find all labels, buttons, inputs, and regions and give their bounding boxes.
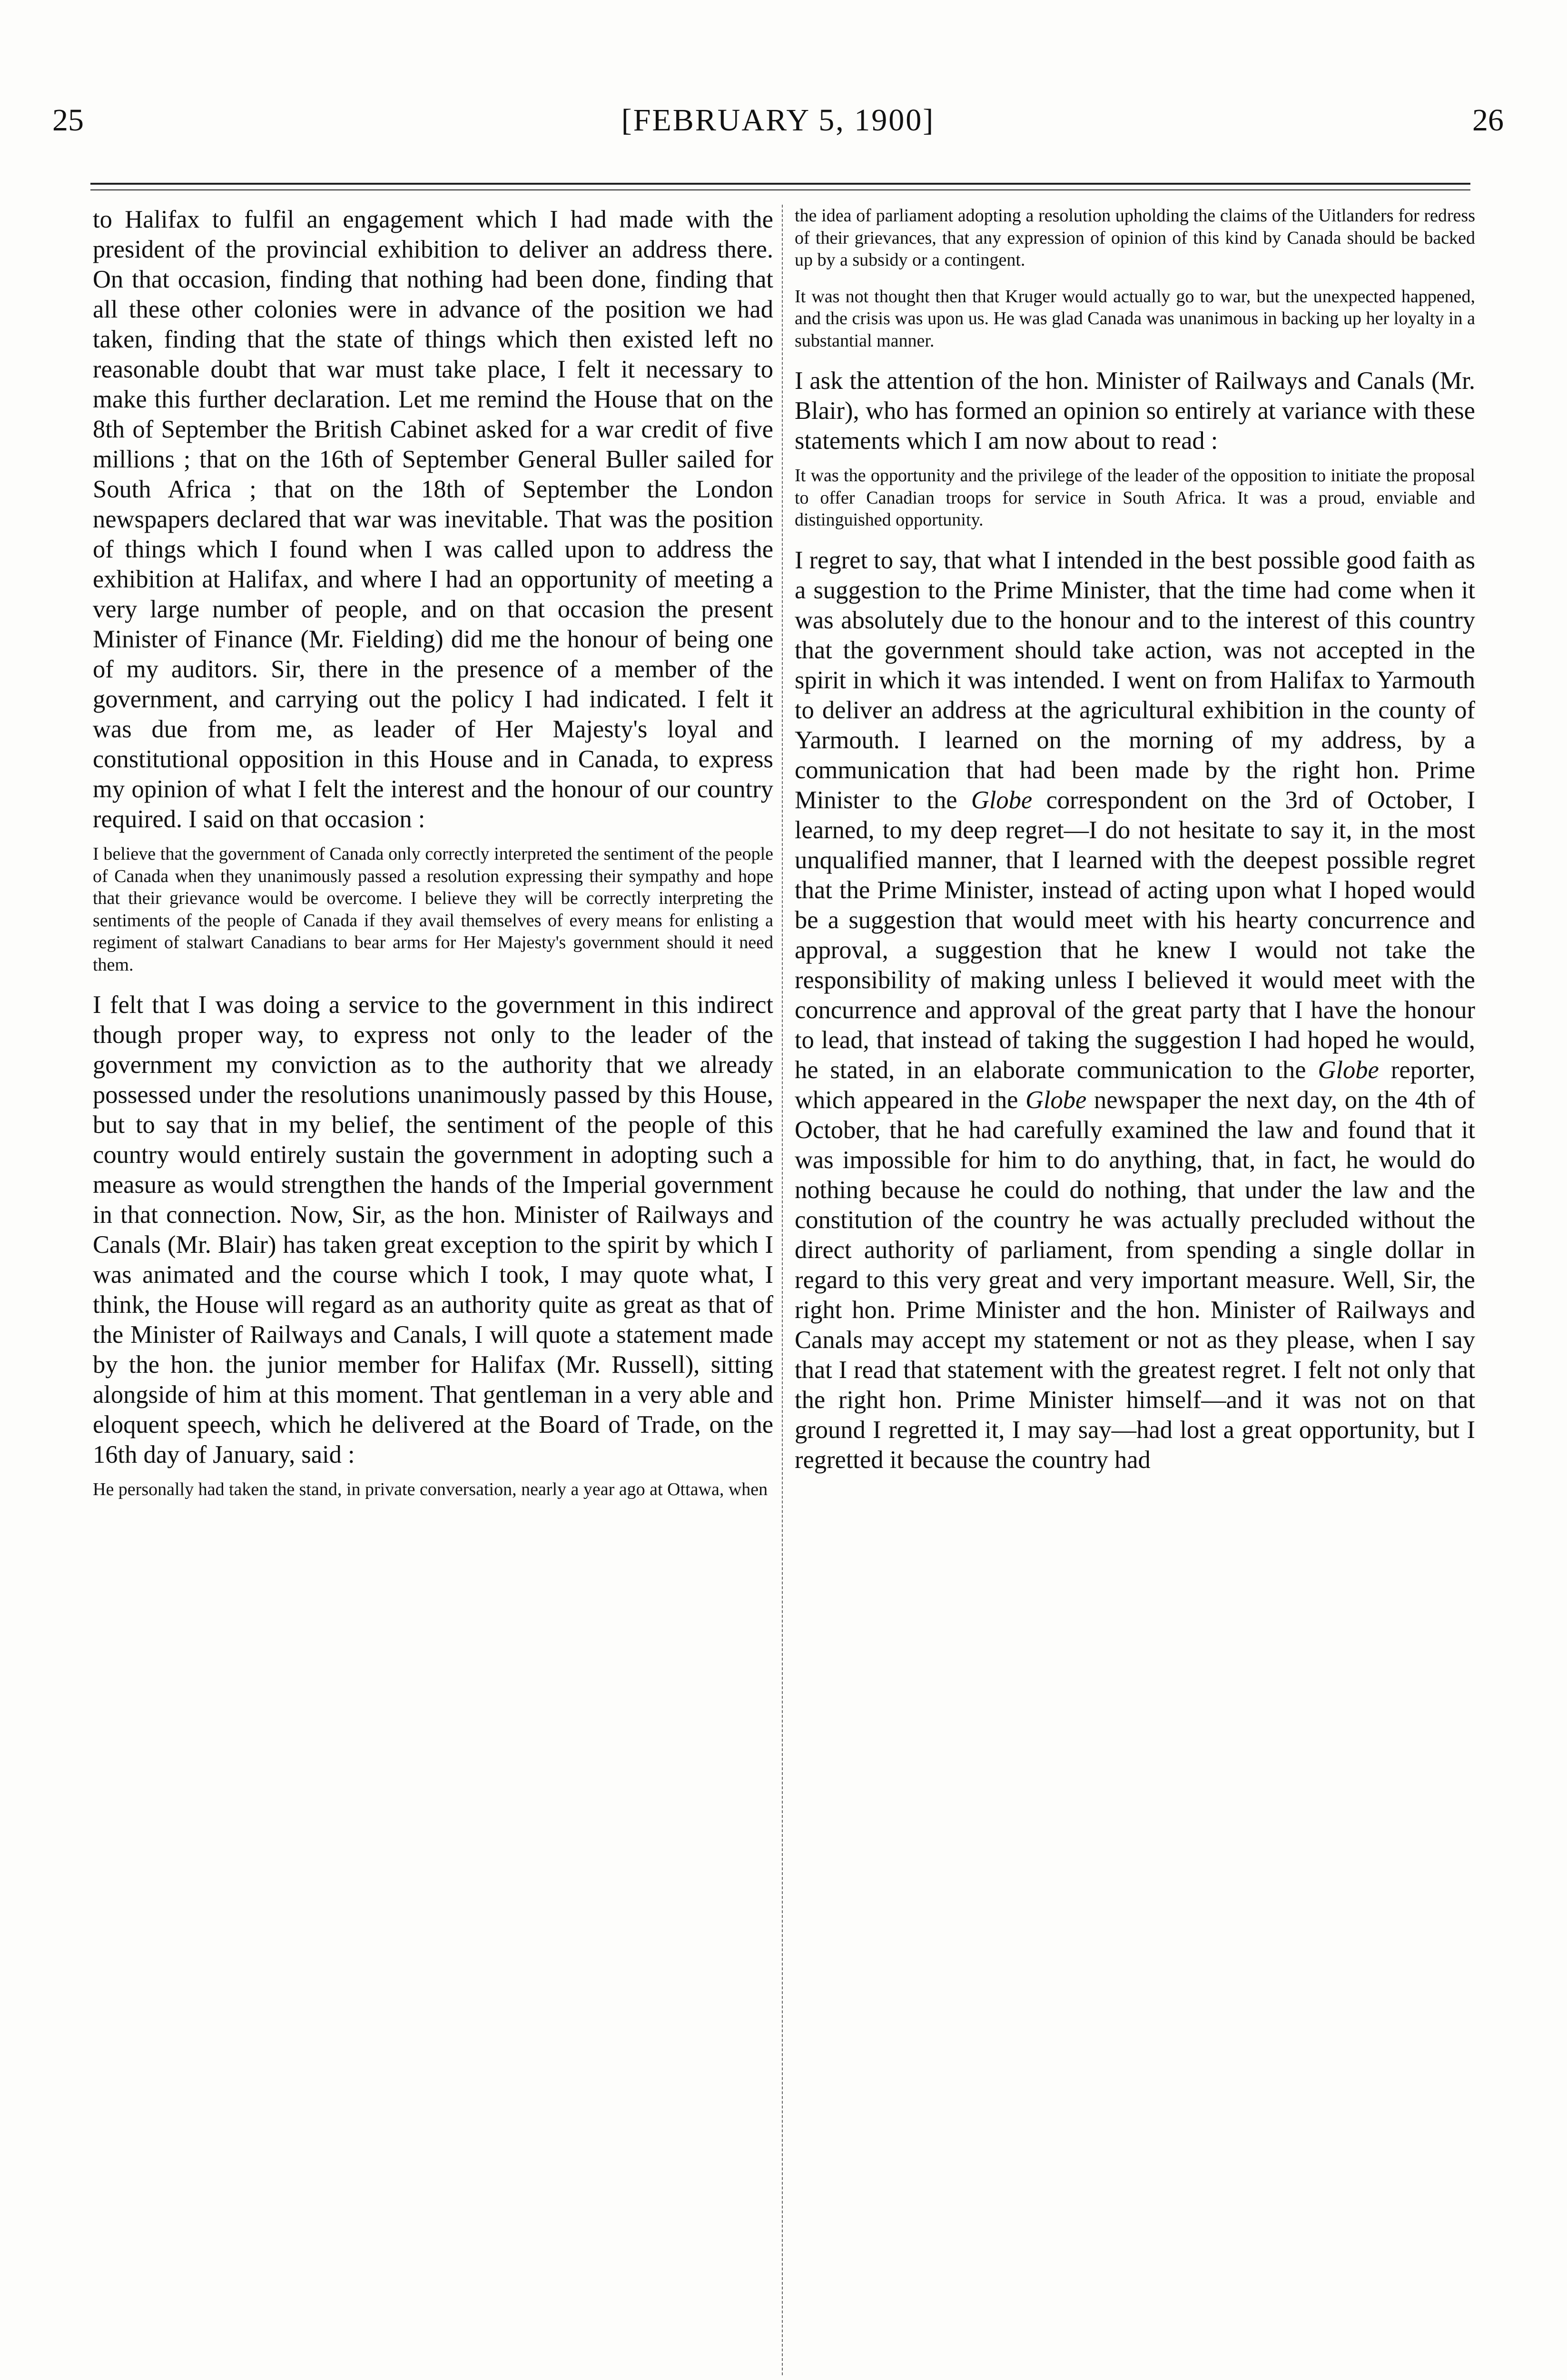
paragraph bbox=[795, 545, 1475, 1475]
quotation: It was not thought then that Kruger would actually go to war, but the unexpected happened, and the crisis was upon us. He was glad Canada was unanimous in backing up her loyalty in a substantial manner. bbox=[795, 286, 1475, 351]
text-run: I regret to say, that what I intended in the best possible good faith as a suggestion to the Prime Minister, that the time had come when it was absolutely due to the honour and to the interest of this country that the government should take action, was not accepted in the spirit in which it was intended. I went on from Halifax to Yarmouth to deliver an address at the agricultural exhibition in the county of Yarmouth. I learned on the morning of my address, by a communication that had been made by the right hon. Prime Minister to the bbox=[795, 546, 1475, 814]
quotation: He personally had taken the stand, in private conversation, nearly a year ago at Ottawa, when bbox=[93, 1479, 768, 1499]
page-number-right: 26 bbox=[1472, 103, 1504, 138]
column-divider bbox=[782, 205, 783, 2375]
left-column bbox=[93, 205, 773, 1515]
newspaper-title: Globe bbox=[1025, 1086, 1087, 1114]
text-run: reporter, which appeared in the bbox=[795, 1056, 1475, 1114]
paragraph: to Halifax to fulfil an engagement which I had made with the president of the provincial exhibition to deliver an address there. On that occasion, finding that nothing had been done, finding that all these other colonies were in advance of the position we had taken, finding that the state of things which then existed left no reasonable doubt that war must take place, I felt it necessary to make this further declaration. Let me remind the House that on the 8th of September the British Cabinet asked for a war credit of five millions ; that on the 16th of September General Buller sailed for South Africa ; that on the 18th of September the London newspapers declared that war was inevitable. That was the position of things which I found when I was called upon to address the exhibition at Halifax, and where I had an opportunity of meeting a very large number of people, and on that occasion the present Minister of Finance (Mr. Fielding) did me the honour of being one of my auditors. Sir, there in the presence of a member of the government, and carrying out the policy I had indicated. I felt it was due from me, as leader of Her Majesty's loyal and constitutional opposition in this House and in Canada, to express my opinion of what I felt the interest and the honour of our country required. I said on that occasion : bbox=[93, 206, 773, 833]
right-column bbox=[795, 205, 1475, 1481]
page-number-left: 25 bbox=[52, 103, 84, 138]
page-date: [FEBRUARY 5, 1900] bbox=[621, 103, 935, 138]
page-header bbox=[52, 102, 1504, 140]
paragraph: I felt that I was doing a service to the government in this indirect though proper way, to express not only to the leader of the government my conviction as to the authority that we already possessed under the resolutions unanimously passed by this House, but to say that in my belief, the sentiment of the people of this country would entirely sustain the government in adopting such a measure as would strengthen the hands of the Imperial government in that connection. Now, Sir, as the hon. Minister of Railways and Canals (Mr. Blair) has taken great exception to the spirit by which I was animated and the course which I took, I may quote what, I think, the House will regard as an authority quite as great as that of the Minister of Railways and Canals, I will quote a statement made by the hon. the junior member for Halifax (Mr. Russell), sitting alongside of him at this moment. That gentleman in a very able and eloquent speech, which he delivered at the Board of Trade, on the 16th day of January, said : bbox=[93, 991, 773, 1468]
quotation: the idea of parliament adopting a resolution upholding the claims of the Uitlanders for redress of their grievances, that any expression of opinion of this kind by Canada should be backed up by a subsidy or a contingent. bbox=[795, 206, 1475, 270]
paragraph: I ask the attention of the hon. Minister of Railways and Canals (Mr. Blair), who has formed an opinion so entirely at variance with these statements which I am now about to read : bbox=[795, 367, 1475, 455]
quotation: It was the opportunity and the privilege of the leader of the opposition to initiate the proposal to offer Canadian troops for service in South Africa. It was a proud, enviable and distinguished opportunity. bbox=[795, 466, 1475, 530]
header-rule bbox=[90, 183, 1470, 185]
newspaper-title: Globe bbox=[1318, 1056, 1379, 1084]
quotation: I believe that the government of Canada only correctly interpreted the sentiment of the people of Canada when they unanimously passed a resolution expressing their sympathy and hope that their grievance would be overcome. I believe they will be correctly interpreting the sentiments of the people of Canada if they avail themselves of every means for enlisting a regiment of stalwart Canadians to bear arms for Her Majesty's government should it need them. bbox=[93, 844, 773, 975]
text-run: newspaper the next day, on the 4th of October, that he had carefully examined the law and found that it was impossible for him to do anything, that, in fact, he would do nothing because he could do nothing, that under the law and the constitution of the country he was actually precluded without the direct authority of parliament, from spending a single dollar in regard to this very great and very important measure. Well, Sir, the right hon. Prime Minister and the hon. Minister of Railways and Canals may accept my statement or not as they please, when I say that I read that statement with the greatest regret. I felt not only that the right hon. Prime Minister himself—and it was not on that ground I regretted it, I may say—had lost a great opportunity, but I regretted it because the country had bbox=[795, 1086, 1475, 1474]
header-rule-thin bbox=[90, 189, 1470, 190]
newspaper-title: Globe bbox=[971, 786, 1033, 814]
text-run: correspondent on the 3rd of October, I learned, to my deep regret—I do not hesitate to say it, in the most unqualified manner, that I learned with the deepest possible regret that the Prime Minister, instead of acting upon what I hoped would be a suggestion that would meet with his hearty concurrence and approval, a suggestion that he knew I would not take the responsibility of making unless I believed it would meet with the concurrence and approval of the great party that I have the honour to lead, that instead of taking the suggestion I had hoped he would, he stated, in an elaborate communication to the bbox=[795, 786, 1475, 1084]
